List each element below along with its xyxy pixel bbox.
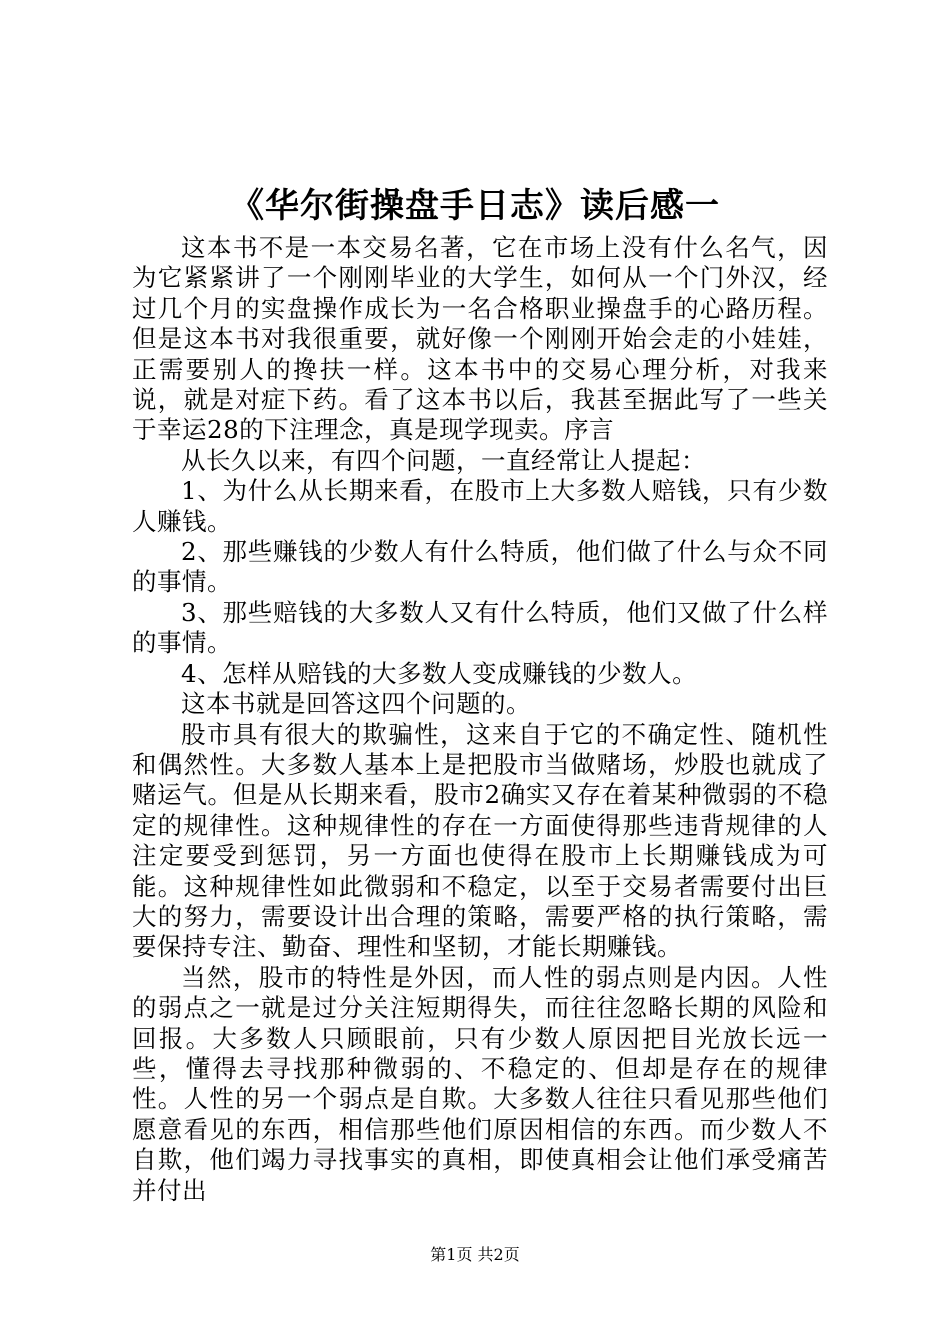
paragraph: 这本书就是回答这四个问题的。 bbox=[181, 689, 531, 719]
document-title: 《华尔街操盘手日志》读后感一 bbox=[230, 186, 720, 226]
paragraph: 1、为什么从长期来看，在股市上大多数人赔钱，只有少数人赚钱。 bbox=[132, 476, 828, 536]
paragraph: 从长久以来，有四个问题，一直经常让人提起： bbox=[181, 445, 706, 475]
paragraph: 2、那些赚钱的少数人有什么特质，他们做了什么与众不同的事情。 bbox=[132, 537, 828, 597]
paragraph: 这本书不是一本交易名著，它在市场上没有什么名气，因为它紧紧讲了一个刚刚毕业的大学生，如何从一个门外汉，经过几个月的实盘操作成长为一名合格职业操盘手的心路历程。但是这本书对我很重要，就好像一个刚刚开始会走的小娃娃，正需要别人的搀扶一样。这本书中的交易心理分析，对我来说，就是对症下药。看了这本书以后，我甚至据此写了一些关于幸运28的下注理念，真是现学现卖。序言 bbox=[132, 233, 828, 445]
paragraph: 股市具有很大的欺骗性，这来自于它的不确定性、随机性和偶然性。大多数人基本上是把股市当做赌场，炒股也就成了赌运气。但是从长期来看，股市2确实又存在着某种微弱的不稳定的规律性。这种规律性的存在一方面使得那些违背规律的人注定要受到惩罚，另一方面也使得在股市上长期赚钱成为可能。这种规律性如此微弱和不稳定，以至于交易者需要付出巨大的努力，需要设计出合理的策略，需要严格的执行策略，需要保持专注、勤奋、理性和坚韧，才能长期赚钱。 bbox=[132, 719, 828, 962]
document-body bbox=[132, 233, 828, 1206]
paragraph: 当然，股市的特性是外因，而人性的弱点则是内因。人性的弱点之一就是过分关注短期得失，而往往忽略长期的风险和回报。大多数人只顾眼前，只有少数人原因把目光放长远一些，懂得去寻找那种微弱的、不稳定的、但却是存在的规律性。人性的另一个弱点是自欺。大多数人往往只看见那些他们愿意看见的东西，相信那些他们原因相信的东西。而少数人不自欺，他们竭力寻找事实的真相，即使真相会让他们承受痛苦并付出 bbox=[132, 962, 828, 1205]
paragraph: 4、怎样从赔钱的大多数人变成赚钱的少数人。 bbox=[181, 658, 698, 688]
page-number-footer: 第1页 共2页 bbox=[430, 1245, 520, 1264]
paragraph: 3、那些赔钱的大多数人又有什么特质，他们又做了什么样的事情。 bbox=[132, 597, 828, 658]
